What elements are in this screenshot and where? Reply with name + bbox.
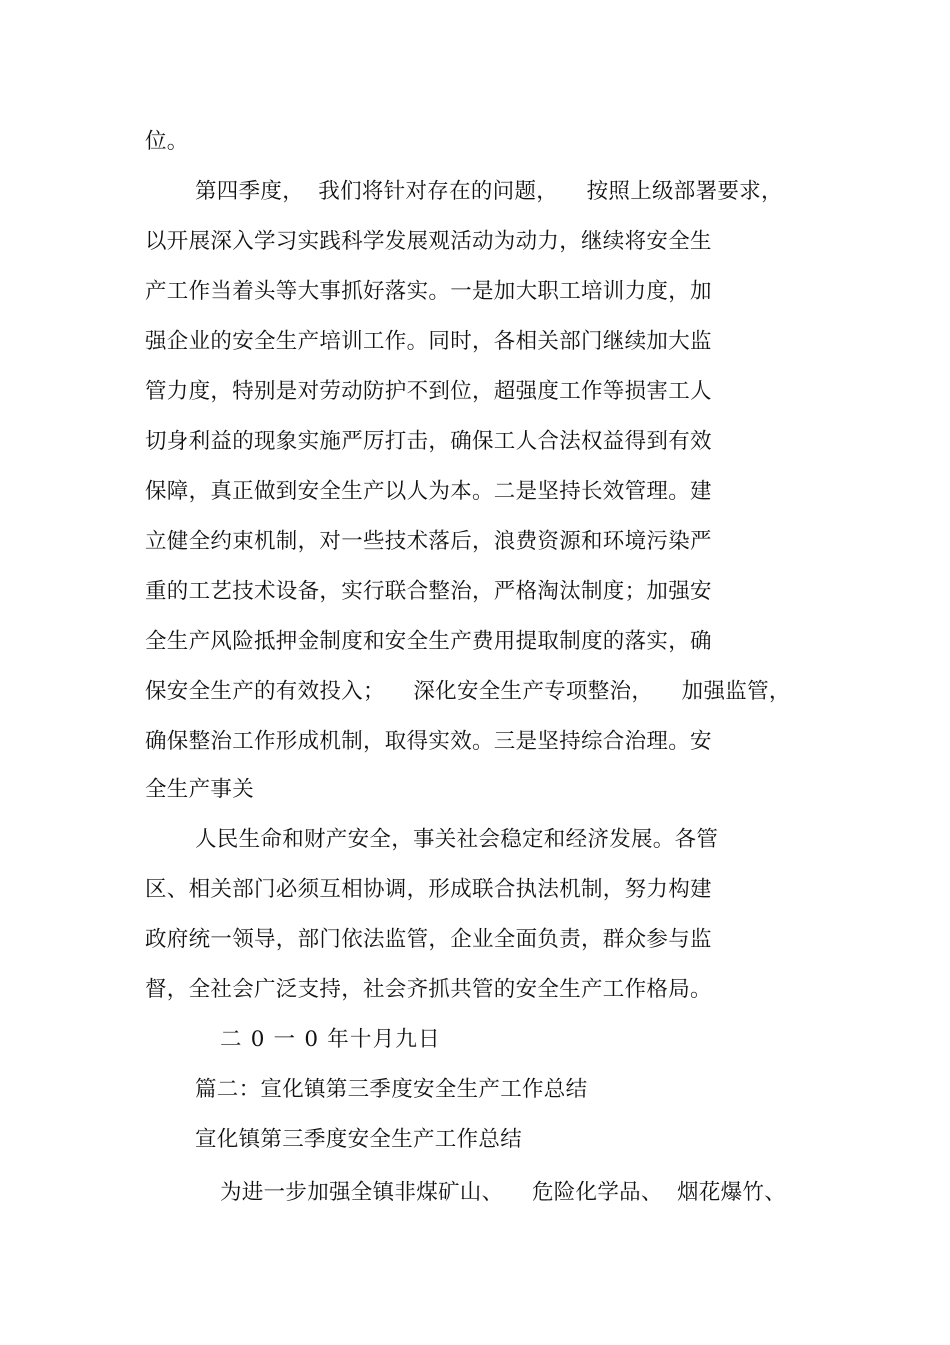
text-line-8: 保障，真正做到安全生产以人为本。二是坚持长效管理。建 <box>145 479 712 504</box>
text-line-3: 以开展深入学习实践科学发展观活动为动力，继续将安全生 <box>145 229 712 254</box>
text-line-4: 产工作当着头等大事抓好落实。一是加大职工培训力度，加 <box>145 279 712 304</box>
text-line-5: 强企业的安全生产培训工作。同时，各相关部门继续加大监 <box>145 329 712 354</box>
text-line-14: 全生产事关 <box>145 777 255 802</box>
text-line-18: 督，全社会广泛支持，社会齐抓共管的安全生产工作格局。 <box>145 977 712 1002</box>
text-line-7: 切身利益的现象实施严厉打击，确保工人合法权益得到有效 <box>145 429 712 454</box>
text-line-22: 为进一步加强全镇非煤矿山、 危险化学品、 烟花爆竹、 <box>220 1180 787 1205</box>
text-line-9: 立健全约束机制，对一些技术落后，浪费资源和环境污染严 <box>145 529 712 554</box>
text-line-10: 重的工艺技术设备，实行联合整治，严格淘汰制度；加强安 <box>145 579 712 604</box>
text-line-15: 人民生命和财产安全，事关社会稳定和经济发展。各管 <box>195 827 719 852</box>
text-line-17: 政府统一领导，部门依法监管，企业全面负责，群众参与监 <box>145 927 712 952</box>
text-line-11: 全生产风险抵押金制度和安全生产费用提取制度的落实，确 <box>145 629 712 654</box>
text-line-2: 第四季度， 我们将针对存在的问题， 按照上级部署要求， <box>195 179 783 204</box>
text-line-12: 保安全生产的有效投入； 深化安全生产专项整治， 加强监管， <box>145 679 791 704</box>
text-line-1: 位。 <box>145 129 189 154</box>
text-line-16: 区、相关部门必须互相协调，形成联合执法机制，努力构建 <box>145 877 712 902</box>
document-title: 宣化镇第三季度安全生产工作总结 <box>195 1127 523 1152</box>
text-line-13: 确保整治工作形成机制，取得实效。三是坚持综合治理。安 <box>145 729 712 754</box>
section-heading: 篇二：宣化镇第三季度安全生产工作总结 <box>195 1077 588 1102</box>
date-line: 二 0 一 0 年十月九日 <box>220 1027 441 1052</box>
text-line-6: 管力度，特别是对劳动防护不到位，超强度工作等损害工人 <box>145 379 712 404</box>
